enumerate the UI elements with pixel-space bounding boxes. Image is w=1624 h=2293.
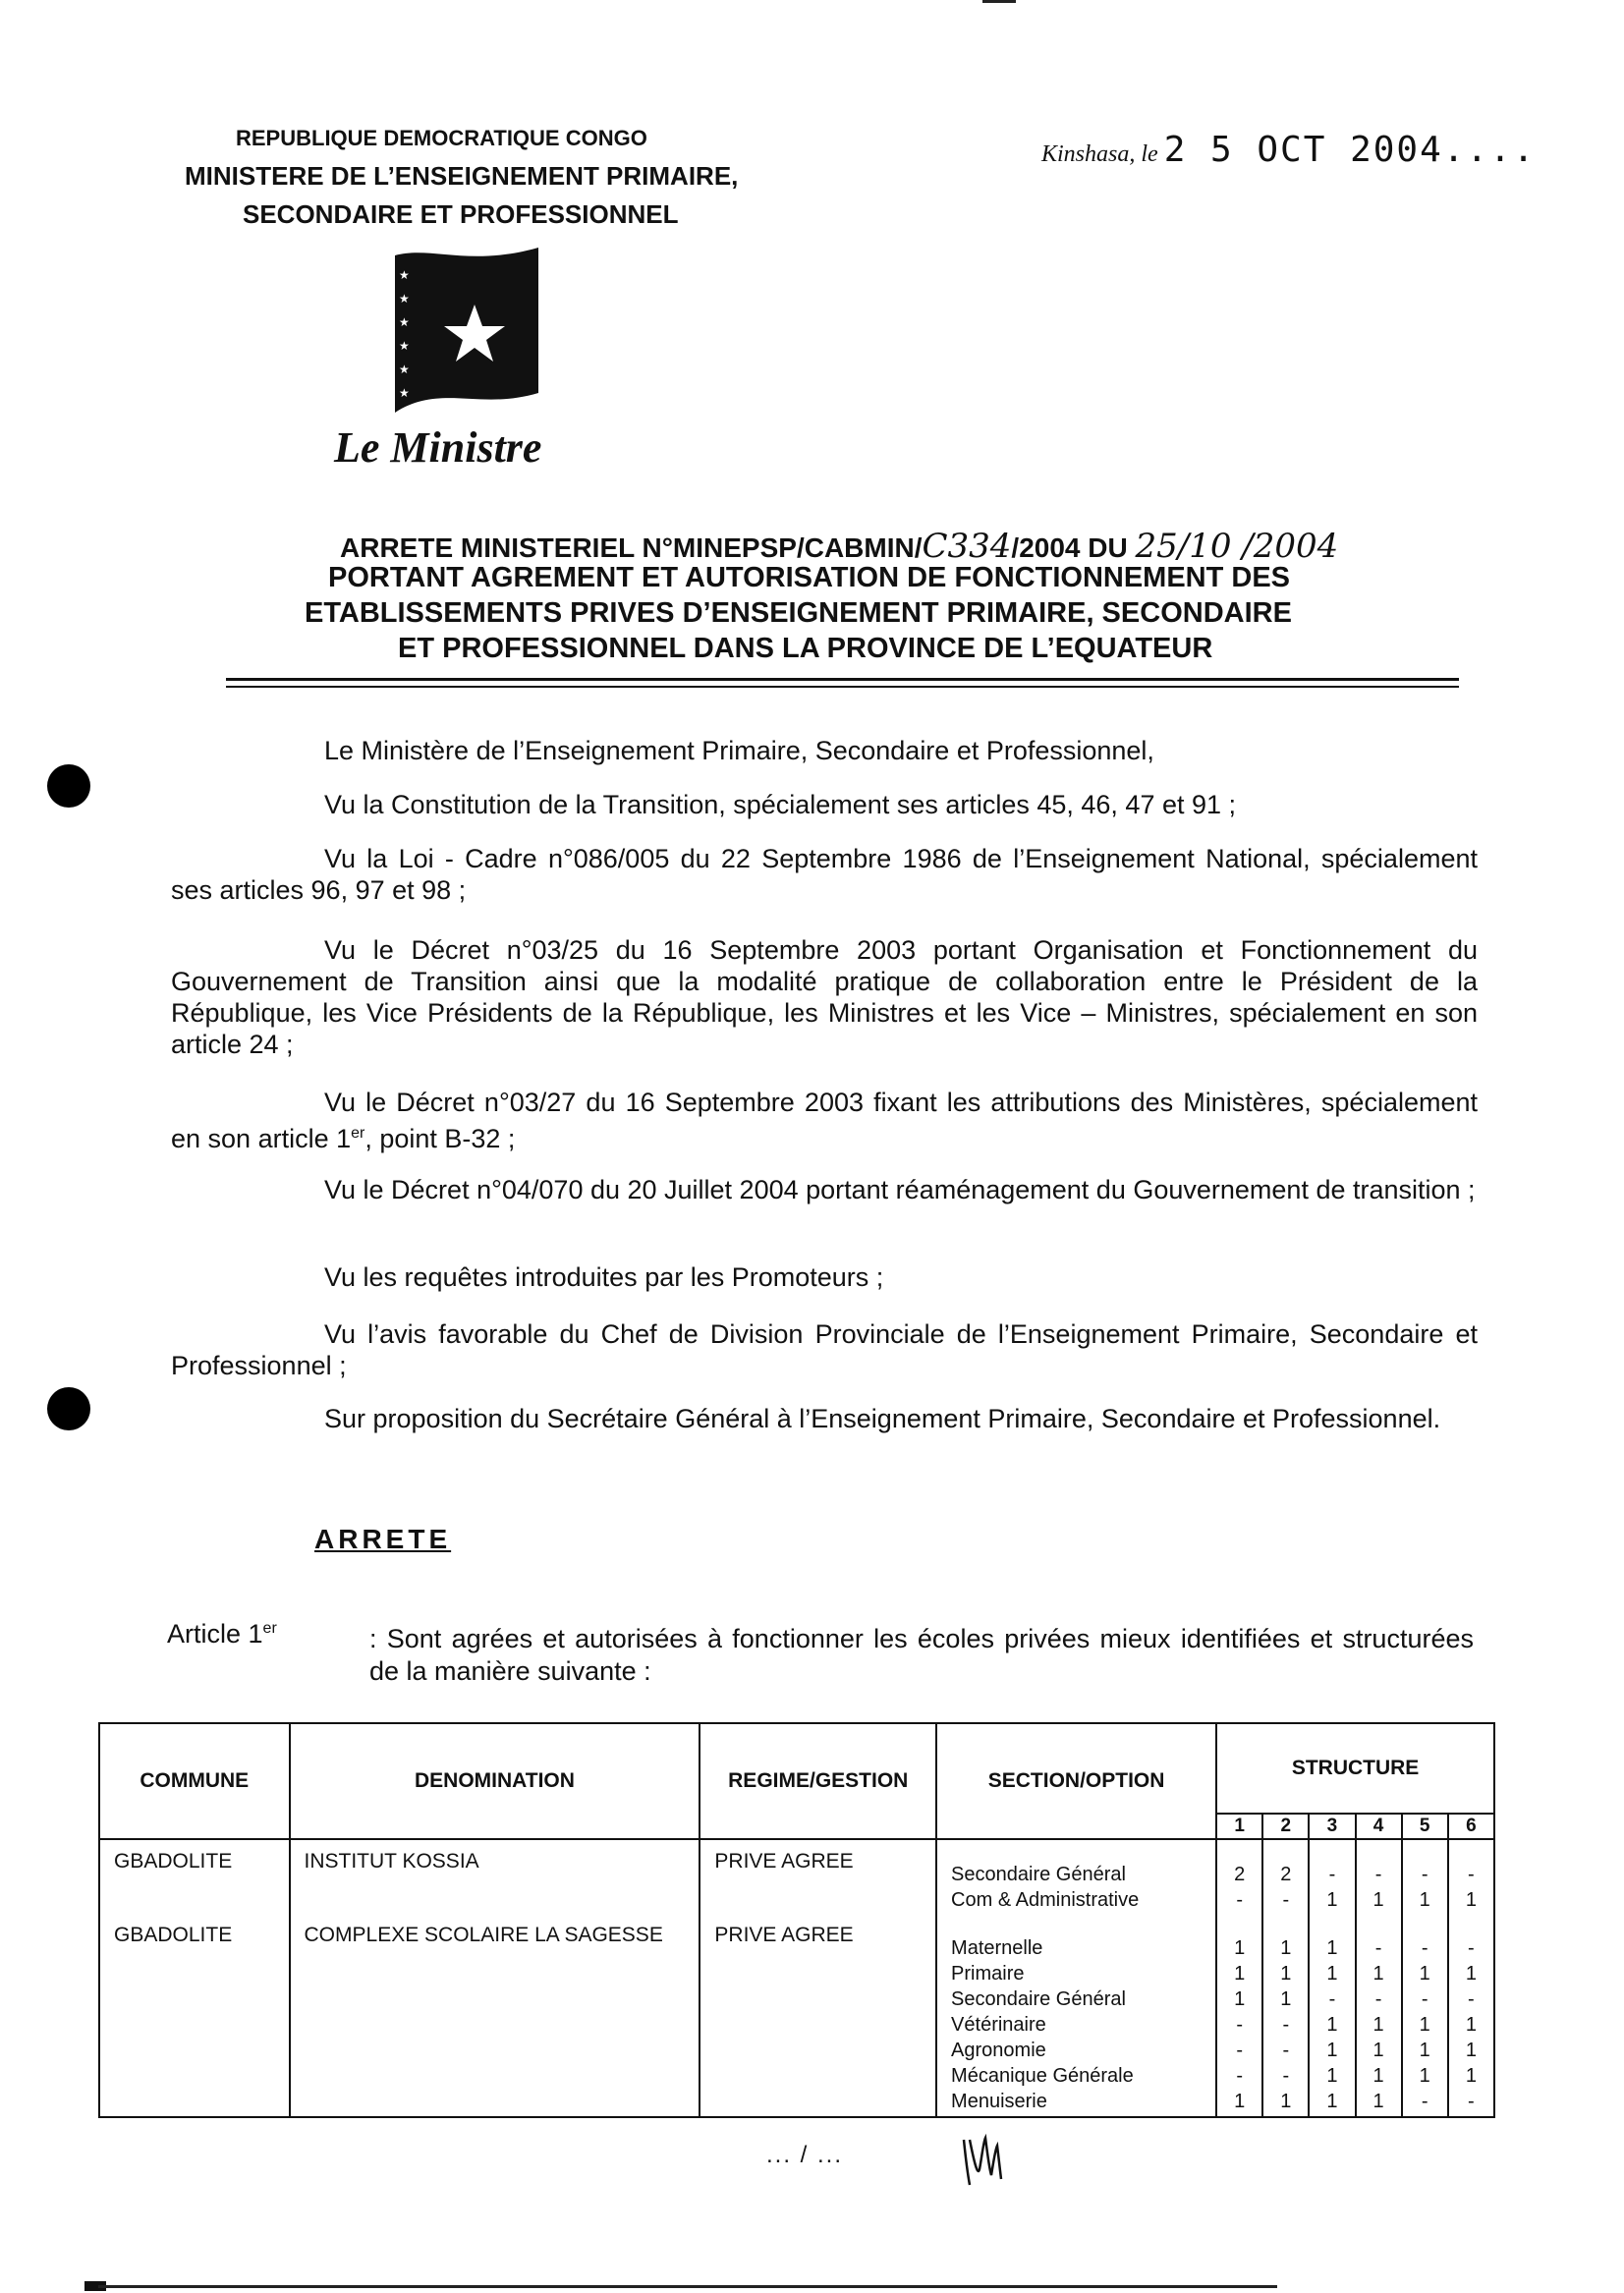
structure-value: 1 (1419, 1889, 1430, 1911)
article-1-text: : Sont agrées et autorisées à fonctionner les écoles privées mieux identifiées et structurées de la manière suivante : (369, 1624, 1474, 1686)
place-prefix: Kinshasa, le (1041, 141, 1158, 167)
structure-value: 1 (1419, 2040, 1430, 2061)
svg-text:★: ★ (399, 386, 410, 400)
commune-cell: GBADOLITE (99, 1914, 290, 2117)
preamble-decret-0325: Vu le Décret n°03/25 du 16 Septembre 2003 portant Organisation et Fonctionnement du Gouvernement de Transition ainsi que la modalité pratique de collaboration entre le Président de la République, les Vice Présidents de la République, les Ministres et les Vice – Ministres, spécialement en son article 24 ; (171, 935, 1478, 1059)
section-cell (936, 1839, 1216, 1914)
header-regime: REGIME/GESTION (700, 1723, 936, 1839)
structure-value: 1 (1280, 2091, 1292, 2112)
structure-value: - (1282, 2014, 1290, 2036)
denomination-cell: COMPLEXE SCOLAIRE LA SAGESSE (290, 1914, 700, 2117)
preamble-constitution: Vu la Constitution de la Transition, spécialement ses articles 45, 46, 47 et 91 ; (324, 790, 1237, 819)
handwritten-decree-number: C334 (922, 527, 1012, 566)
structure-value: - (1328, 1864, 1336, 1885)
structure-value: 1 (1234, 1988, 1246, 2010)
structure-value: 1 (1234, 2091, 1246, 2112)
section-option: Maternelle (951, 1937, 1043, 1959)
binder-hole (47, 1387, 90, 1430)
structure-value: 1 (1326, 2065, 1338, 2087)
header-commune: COMMUNE (99, 1723, 290, 1839)
decision-heading: ARRETE (314, 1524, 452, 1554)
header-denomination: DENOMINATION (290, 1723, 700, 1839)
structure-value: 1 (1326, 2014, 1338, 2036)
structure-value: - (1236, 2040, 1244, 2061)
structure-value: 2 (1234, 1864, 1246, 1885)
handwritten-decree-date: 25/10 /2004 (1135, 527, 1339, 566)
handwritten-paraph (958, 2120, 1005, 2189)
structure-value: 1 (1234, 1963, 1246, 1985)
structure-value: 1 (1326, 2091, 1338, 2112)
table-row (99, 1914, 1494, 2117)
decree-title-line4: ET PROFESSIONNEL DANS LA PROVINCE DE L’EQUATEUR (398, 633, 1213, 664)
decree-title-line3: ETABLISSEMENTS PRIVES D’ENSEIGNEMENT PRIMAIRE, SECONDAIRE (305, 597, 1292, 629)
decree-prefix: ARRETE MINISTERIEL N°MINEPSP/CABMIN/ (340, 532, 923, 563)
structure-value: - (1374, 1937, 1382, 1959)
svg-text:★: ★ (399, 315, 410, 329)
structure-col-3: 3 (1309, 1814, 1355, 1839)
structure-value: 1 (1372, 2014, 1384, 2036)
section-option: Com & Administrative (951, 1889, 1140, 1911)
date-trail: .... (1442, 130, 1537, 170)
structure-value: 1 (1372, 1889, 1384, 1911)
structure-value: - (1236, 2065, 1244, 2087)
structure-value: - (1374, 1864, 1382, 1885)
structure-value: 1 (1419, 1963, 1430, 1985)
ministry-name-line2: SECONDAIRE ET PROFESSIONNEL (243, 199, 679, 229)
binder-hole (47, 764, 90, 808)
section-option: Agronomie (951, 2040, 1046, 2061)
structure-cell-4 (1356, 1839, 1402, 1914)
table-row (99, 1839, 1494, 1914)
structure-value: - (1328, 1988, 1336, 2010)
section-option: Secondaire Général (951, 1988, 1126, 2010)
denomination-cell: INSTITUT KOSSIA (290, 1839, 700, 1914)
structure-cell-1 (1216, 1914, 1262, 2117)
section-option: Vétérinaire (951, 2014, 1046, 2036)
structure-value: - (1468, 1988, 1475, 2010)
structure-value: - (1236, 1889, 1244, 1911)
preamble-decret-04070: Vu le Décret n°04/070 du 20 Juillet 2004 portant réaménagement du Gouvernement de transition ; (324, 1175, 1476, 1204)
svg-text:★: ★ (399, 292, 410, 306)
structure-value: 1 (1419, 2014, 1430, 2036)
svg-text:★: ★ (399, 268, 410, 282)
structure-cell-2 (1262, 1914, 1309, 2117)
handwritten-date: 2 5 OCT 2004 (1163, 130, 1443, 170)
bottom-rule (98, 2285, 1277, 2288)
decree-number-line (340, 527, 1338, 566)
structure-value: 1 (1465, 2014, 1477, 2036)
drc-flag-emblem (391, 246, 542, 419)
title-rule-thin (226, 686, 1459, 688)
structure-cell-5 (1402, 1914, 1448, 2117)
regime-cell: PRIVE AGREE (700, 1839, 936, 1914)
section-option: Secondaire Général (951, 1864, 1126, 1885)
title-rule-thick (226, 678, 1459, 681)
structure-value: - (1468, 1864, 1475, 1885)
structure-value: 1 (1326, 1889, 1338, 1911)
decree-middle: /2004 DU (1011, 532, 1128, 563)
structure-col-5: 5 (1402, 1814, 1448, 1839)
article-1-label: Article 1er (167, 1619, 277, 1649)
structure-value: 1 (1326, 1963, 1338, 1985)
svg-text:★: ★ (399, 363, 410, 376)
continuation-mark: ... / ... (766, 2142, 844, 2168)
structure-value: 1 (1234, 1937, 1246, 1959)
structure-value: - (1468, 1937, 1475, 1959)
header-structure: STRUCTURE (1216, 1723, 1494, 1814)
structure-col-2: 2 (1262, 1814, 1309, 1839)
structure-value: 1 (1326, 2040, 1338, 2061)
structure-value: - (1421, 1864, 1428, 1885)
structure-value: - (1468, 2091, 1475, 2112)
structure-value: 1 (1372, 1963, 1384, 1985)
preamble-loi-cadre: Vu la Loi - Cadre n°086/005 du 22 Septembre 1986 de l’Enseignement National, spécialement ses articles 96, 97 et 98 ; (171, 844, 1478, 905)
structure-value: 1 (1419, 2065, 1430, 2087)
structure-value: - (1282, 2040, 1290, 2061)
signatory-title: Le Ministre (334, 423, 542, 472)
structure-value: - (1374, 1988, 1382, 2010)
structure-cell-3 (1309, 1839, 1355, 1914)
structure-value: 2 (1280, 1864, 1292, 1885)
preamble-proposition: Sur proposition du Secrétaire Général à l’Enseignement Primaire, Secondaire et Professionnel. (324, 1404, 1441, 1433)
structure-col-1: 1 (1216, 1814, 1262, 1839)
schools-table (98, 1722, 1495, 2118)
ministry-name-line1: MINISTERE DE L’ENSEIGNEMENT PRIMAIRE, (185, 161, 739, 191)
structure-value: - (1236, 2014, 1244, 2036)
structure-value: - (1421, 1988, 1428, 2010)
structure-value: - (1421, 2091, 1428, 2112)
structure-value: - (1282, 2065, 1290, 2087)
structure-cell-6 (1448, 1839, 1494, 1914)
preamble-decret-0327: Vu le Décret n°03/27 du 16 Septembre 2003 fixant les attributions des Ministères, spécialement en son article 1er, point B-32 ; (171, 1088, 1478, 1153)
structure-value: 1 (1465, 2065, 1477, 2087)
scan-mark (982, 0, 1016, 3)
structure-cell-1 (1216, 1839, 1262, 1914)
section-option: Primaire (951, 1963, 1025, 1985)
section-option: Menuiserie (951, 2091, 1047, 2112)
structure-value: 1 (1372, 2065, 1384, 2087)
structure-value: 1 (1372, 2040, 1384, 2061)
commune-cell: GBADOLITE (99, 1839, 290, 1914)
preamble-ministry: Le Ministère de l’Enseignement Primaire, Secondaire et Professionnel, (324, 736, 1154, 765)
structure-cell-3 (1309, 1914, 1355, 2117)
structure-col-6: 6 (1448, 1814, 1494, 1839)
structure-value: 1 (1280, 1988, 1292, 2010)
section-option: Mécanique Générale (951, 2065, 1134, 2087)
preamble-avis: Vu l’avis favorable du Chef de Division Provinciale de l’Enseignement Primaire, Secondaire et Professionnel ; (171, 1319, 1478, 1380)
preamble-requetes: Vu les requêtes introduites par les Promoteurs ; (324, 1262, 884, 1292)
structure-col-4: 4 (1356, 1814, 1402, 1839)
country-name: REPUBLIQUE DEMOCRATIQUE CONGO (236, 126, 647, 150)
regime-cell: PRIVE AGREE (700, 1914, 936, 2117)
structure-value: 1 (1465, 2040, 1477, 2061)
place-and-date (1041, 130, 1536, 170)
structure-value: 1 (1280, 1963, 1292, 1985)
structure-cell-6 (1448, 1914, 1494, 2117)
structure-cell-2 (1262, 1839, 1309, 1914)
structure-value: 1 (1372, 2091, 1384, 2112)
structure-value: 1 (1326, 1937, 1338, 1959)
structure-cell-4 (1356, 1914, 1402, 2117)
section-cell (936, 1914, 1216, 2117)
structure-value: - (1421, 1937, 1428, 1959)
header-section: SECTION/OPTION (936, 1723, 1216, 1839)
structure-value: - (1282, 1889, 1290, 1911)
structure-cell-5 (1402, 1839, 1448, 1914)
structure-value: 1 (1465, 1889, 1477, 1911)
svg-text:★: ★ (399, 339, 410, 353)
decree-title-line2: PORTANT AGREMENT ET AUTORISATION DE FONCTIONNEMENT DES (328, 562, 1291, 593)
structure-value: 1 (1280, 1937, 1292, 1959)
structure-value: 1 (1465, 1963, 1477, 1985)
